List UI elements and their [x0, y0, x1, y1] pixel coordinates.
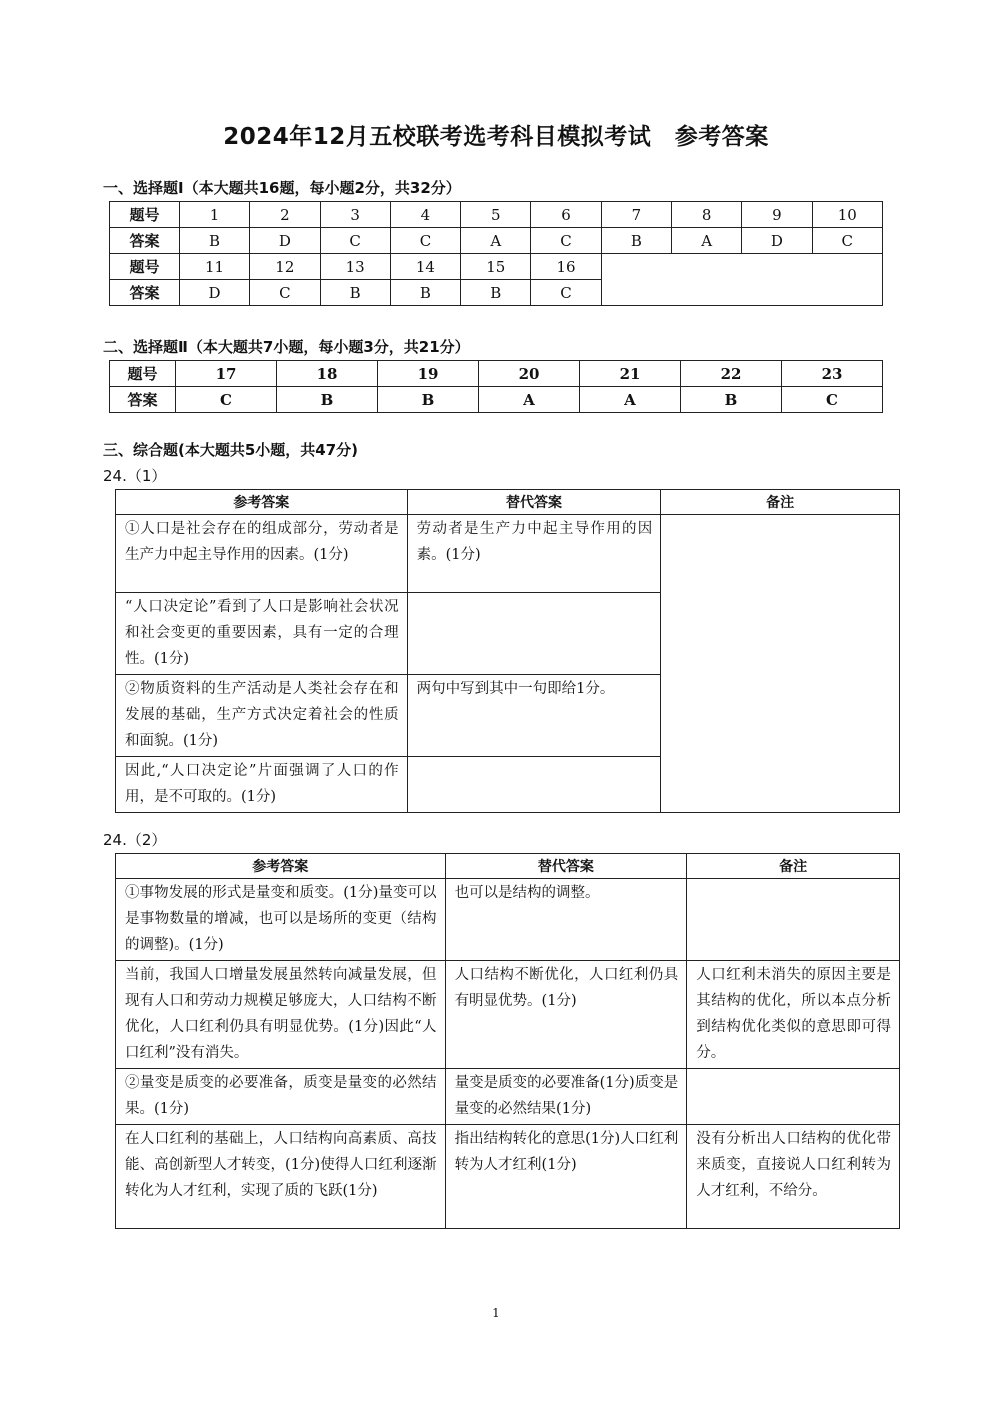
page-title: 2024年12月五校联考选考科目模拟考试 参考答案 — [223, 124, 769, 150]
alternative-answer: 两句中写到其中一句即给1分。 — [407, 675, 661, 757]
question-number: 12 — [250, 254, 320, 280]
section1-heading: 一、选择题Ⅰ（本大题共16题，每小题2分，共32分） — [103, 179, 461, 197]
reference-answer: ①事物发展的形式是量变和质变。(1分)量变可以是事物数量的增减，也可以是场所的变更（结构的调整)。(1分) — [116, 879, 446, 961]
reference-answer: 因此,“人口决定论”片面强调了人口的作用，是不可取的。(1分) — [116, 757, 408, 813]
answer-cell: A — [479, 387, 580, 413]
question-24-1-label: 24.（1） — [103, 467, 167, 485]
question-number: 1 — [179, 202, 249, 228]
section2-heading: 二、选择题Ⅱ（本大题共7小题，每小题3分，共21分） — [103, 338, 470, 356]
answer-cell: B — [378, 387, 479, 413]
alternative-answer: 量变是质变的必要准备(1分)质变是量变的必然结果(1分) — [445, 1069, 687, 1125]
answer-cell: B — [461, 280, 531, 306]
answer-cell: B — [320, 280, 390, 306]
answer-cell: A — [580, 387, 681, 413]
question-number: 15 — [461, 254, 531, 280]
row-label: 答案 — [110, 280, 180, 306]
alternative-answer: 劳动者是生产力中起主导作用的因素。(1分) — [407, 515, 661, 593]
column-header: 替代答案 — [407, 490, 661, 515]
question-number: 19 — [378, 361, 479, 387]
table-row — [116, 1069, 900, 1125]
column-header: 备注 — [687, 854, 900, 879]
row-label: 题号 — [110, 361, 176, 387]
question-number: 10 — [812, 202, 882, 228]
alternative-answer: 也可以是结构的调整。 — [445, 879, 687, 961]
column-header: 备注 — [661, 490, 900, 515]
answer-cell: C — [812, 228, 882, 254]
page-number: 1 — [492, 1306, 500, 1320]
note-cell — [687, 879, 900, 961]
reference-answer: ②量变是质变的必要准备，质变是量变的必然结果。(1分) — [116, 1069, 446, 1125]
answer-cell: C — [782, 387, 883, 413]
question-number: 14 — [390, 254, 460, 280]
answer-cell: B — [681, 387, 782, 413]
table-header-row — [116, 490, 900, 515]
question-number: 11 — [179, 254, 249, 280]
question-number: 23 — [782, 361, 883, 387]
answer-cell: D — [179, 280, 249, 306]
answer-cell: C — [176, 387, 277, 413]
question-number: 21 — [580, 361, 681, 387]
question-number: 16 — [531, 254, 601, 280]
answer-cell: D — [250, 228, 320, 254]
question-24-1-table — [115, 489, 900, 813]
question-number: 2 — [250, 202, 320, 228]
table-row — [110, 254, 883, 280]
table-row — [110, 361, 883, 387]
question-number: 4 — [390, 202, 460, 228]
alternative-answer: 人口结构不断优化，人口红利仍具有明显优势。(1分) — [445, 961, 687, 1069]
section3-heading: 三、综合题(本大题共5小题，共47分) — [103, 441, 359, 459]
row-label: 题号 — [110, 202, 180, 228]
question-number: 6 — [531, 202, 601, 228]
question-number: 20 — [479, 361, 580, 387]
table-row — [116, 515, 900, 593]
column-header: 替代答案 — [445, 854, 687, 879]
table-row — [110, 228, 883, 254]
question-number: 3 — [320, 202, 390, 228]
answer-cell: C — [531, 280, 601, 306]
table-row — [110, 202, 883, 228]
reference-answer: “人口决定论”看到了人口是影响社会状况和社会变更的重要因素，具有一定的合理性。(1分) — [116, 593, 408, 675]
table-row — [110, 387, 883, 413]
question-number: 5 — [461, 202, 531, 228]
alternative-answer — [407, 757, 661, 813]
answer-cell: B — [277, 387, 378, 413]
question-number: 7 — [601, 202, 671, 228]
table-row — [116, 879, 900, 961]
alternative-answer — [407, 593, 661, 675]
question-number: 17 — [176, 361, 277, 387]
answer-cell: C — [531, 228, 601, 254]
question-24-2-label: 24.（2） — [103, 831, 167, 849]
note-cell — [687, 1069, 900, 1125]
column-header: 参考答案 — [116, 490, 408, 515]
answer-cell: C — [250, 280, 320, 306]
row-label: 题号 — [110, 254, 180, 280]
question-number: 8 — [671, 202, 741, 228]
column-header: 参考答案 — [116, 854, 446, 879]
reference-answer: 在人口红利的基础上，人口结构向高素质、高技能、高创新型人才转变，(1分)使得人口红利逐渐转化为人才红利，实现了质的飞跃(1分) — [116, 1125, 446, 1229]
question-number: 22 — [681, 361, 782, 387]
reference-answer: ①人口是社会存在的组成部分，劳动者是生产力中起主导作用的因素。(1分) — [116, 515, 408, 593]
question-24-2-table — [115, 853, 900, 1229]
table-row — [116, 961, 900, 1069]
answer-cell: C — [390, 228, 460, 254]
reference-answer: ②物质资料的生产活动是人类社会存在和发展的基础，生产方式决定着社会的性质和面貌。(1分) — [116, 675, 408, 757]
table-row — [116, 1125, 900, 1229]
answer-cell: D — [742, 228, 812, 254]
row-label: 答案 — [110, 387, 176, 413]
row-label: 答案 — [110, 228, 180, 254]
section1-answer-table — [109, 201, 883, 306]
empty-cell — [601, 254, 882, 306]
table-header-row — [116, 854, 900, 879]
question-number: 9 — [742, 202, 812, 228]
answer-cell: B — [390, 280, 460, 306]
note-cell: 没有分析出人口结构的优化带来质变，直接说人口红利转为人才红利，不给分。 — [687, 1125, 900, 1229]
reference-answer: 当前，我国人口增量发展虽然转向减量发展，但现有人口和劳动力规模足够庞大，人口结构不断优化，人口红利仍具有明显优势。(1分)因此“人口红利”没有消失。 — [116, 961, 446, 1069]
question-number: 13 — [320, 254, 390, 280]
answer-cell: A — [461, 228, 531, 254]
alternative-answer: 指出结构转化的意思(1分)人口红利转为人才红利(1分) — [445, 1125, 687, 1229]
question-number: 18 — [277, 361, 378, 387]
answer-cell: C — [320, 228, 390, 254]
answer-cell: B — [601, 228, 671, 254]
answer-cell: B — [179, 228, 249, 254]
note-cell — [661, 515, 900, 813]
section2-answer-table — [109, 360, 883, 413]
answer-cell: A — [671, 228, 741, 254]
note-cell: 人口红利未消失的原因主要是其结构的优化，所以本点分析到结构优化类似的意思即可得分。 — [687, 961, 900, 1069]
